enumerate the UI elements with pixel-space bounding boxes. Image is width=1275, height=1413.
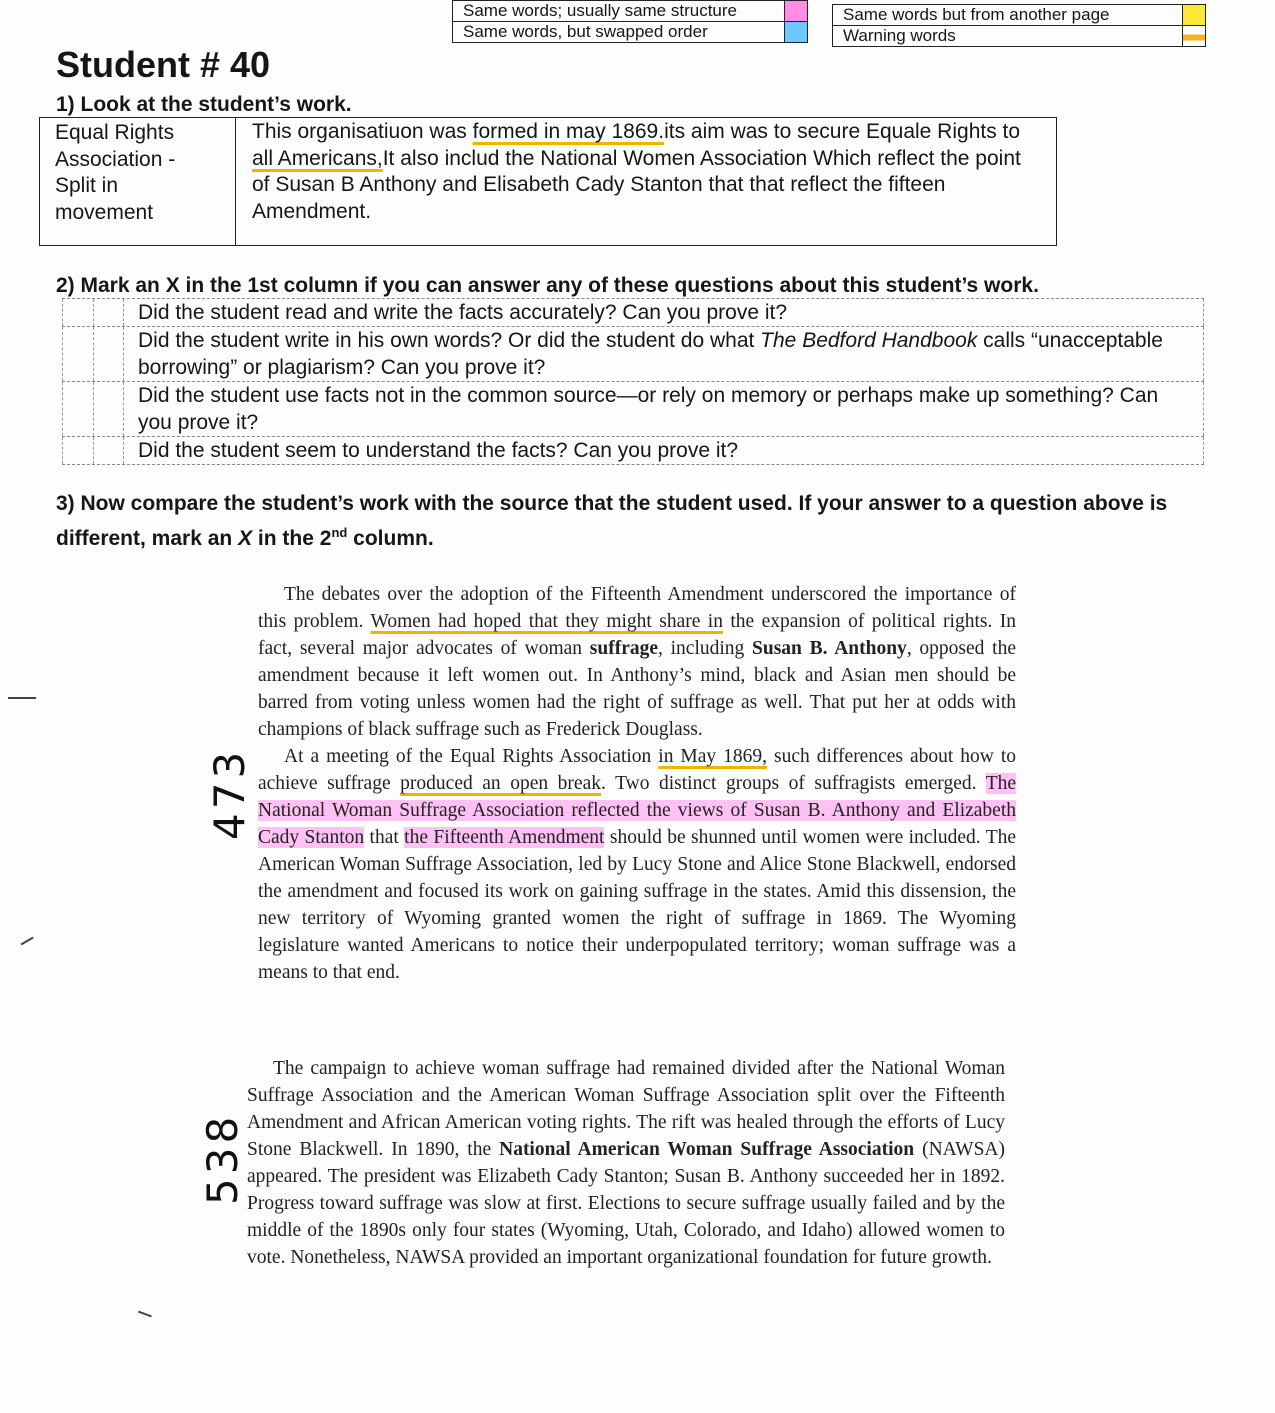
- scan-mark: [138, 1311, 152, 1317]
- yellow-highlight: in May 1869,: [658, 746, 768, 767]
- question-text: Did the student seem to understand the facts? Can you prove it?: [138, 439, 739, 462]
- page-title: Student # 40: [56, 44, 271, 85]
- legend-label: Same words, but swapped order: [453, 22, 785, 43]
- scan-mark: [21, 937, 34, 945]
- text-run: It also includ the National Women Association Which reflect the point of Susan B Anthony and Elisabeth Cady Stanton that that reflect the fifteen Amendment.: [252, 146, 1021, 223]
- source-excerpt-2: [247, 1055, 1005, 1271]
- source-paragraph: At a meeting of the Equal Rights Association in May 1869, such differences about how to achieve suffrage produced an open break. Two distinct groups of suffragists emerged. The National Woman Suffrage Association reflected the views of Susan B. Anthony and Elizabeth Cady Stanton that the Fifteenth Amendment should be shunned until women were included. The American Woman Suffrage Association, led by Lucy Stone and Alice Stone Blackwell, endorsed the amendment and focused its work on gaining suffrage in the states. Amid this dissension, the new territory of Wyoming granted women the right of suffrage in 1869. The Wyoming legislature wanted Americans to notice their underpopulated territory; woman suffrage was a means to that end.: [258, 746, 1017, 983]
- legend-label: Warning words: [833, 26, 1183, 47]
- questions-table: [62, 298, 1204, 465]
- yellow-highlight: formed in may 1869.: [472, 120, 665, 143]
- column-2-checkbox[interactable]: [93, 437, 124, 464]
- student-text: [252, 118, 1044, 225]
- column-2-checkbox[interactable]: [93, 299, 124, 326]
- step1-heading: 1) Look at the student’s work.: [56, 93, 352, 116]
- pink-highlight: The National Woman Suffrage Association reflected the views of Susan B. Anthony and Elizabeth Cady Stanton: [258, 773, 1017, 848]
- label-line: Equal Rights: [55, 121, 175, 144]
- legend-label: Same words; usually same structure: [453, 1, 785, 22]
- column-1-checkbox[interactable]: [62, 382, 94, 436]
- yellow-highlight: produced an open break: [400, 773, 601, 794]
- source-paragraph: The campaign to achieve woman suffrage had remained divided after the National Woman Suffrage Association and the American Woman Suffrage Association split over the Fifteenth Amendment and African American voting rights. The rift was healed through the efforts of Lucy Stone Blackwell. In 1890, the National American Woman Suffrage Association (NAWSA) appeared. The president was Elizabeth Cady Stanton; Susan B. Anthony succeeded her in 1892. Progress toward suffrage was slow at first. Elections to secure suffrage usually failed and by the middle of the 1890s only four states (Wyoming, Utah, Colorado, and Idaho) allowed women to vote. Nonetheless, NAWSA provided an important organizational foundation for future growth.: [247, 1058, 1005, 1268]
- book-title: The Bedford Handbook: [760, 329, 978, 352]
- column-1-checkbox[interactable]: [62, 299, 94, 326]
- blue-swatch: [785, 22, 808, 43]
- column-1-checkbox[interactable]: [62, 437, 94, 464]
- question-text: Did the student use facts not in the common source—or rely on memory or perhaps make up something? Can you prove it?: [138, 384, 1159, 434]
- step3-heading: 3) Now compare the student’s work with the source that the student used. If your answer to a question above is different, mark an X in the 2nd column.: [56, 492, 1168, 550]
- orange-swatch: [1183, 26, 1206, 47]
- text-run: its aim was to secure Equale Rights to: [664, 120, 1021, 143]
- column-2-checkbox[interactable]: [93, 327, 124, 381]
- page-number-note: 538: [198, 1112, 247, 1205]
- label-line: Association -: [55, 147, 176, 171]
- step2-heading: 2) Mark an X in the 1st column if you can answer any of these questions about this student’s work.: [56, 274, 1039, 297]
- work-label: [40, 118, 236, 245]
- question-row: [62, 382, 1204, 437]
- text-run: This organisatiuon was: [252, 120, 473, 143]
- question-text: Did the student write in his own words? Or did the student do what: [138, 329, 761, 352]
- question-text: Did the student read and write the facts accurately? Can you prove it?: [138, 301, 788, 324]
- question-row: [62, 437, 1204, 465]
- source-paragraph: The debates over the adoption of the Fifteenth Amendment underscored the importance of this problem. Women had hoped that they might share in the expansion of political rights. In fact, several major advocates of woman suffrage, including Susan B. Anthony, opposed the amendment because it left women out. In Anthony’s mind, black and Asian men should be barred from voting unless women had the right of suffrage as well. That put her at odds with champions of black suffrage such as Frederick Douglass.: [258, 584, 1016, 740]
- scan-mark: [8, 697, 36, 699]
- question-row: [62, 327, 1204, 382]
- column-2-checkbox[interactable]: [93, 382, 124, 436]
- yellow-highlight: all Americans,: [252, 146, 383, 170]
- pink-swatch: [785, 1, 808, 22]
- pink-highlight: the Fifteenth Amendment: [404, 827, 605, 848]
- page-number-note: 473: [205, 747, 254, 840]
- legend-right: [832, 4, 1206, 47]
- legend-label: Same words but from another page: [833, 5, 1183, 26]
- question-text: calls “unacceptable borrowing” or plagiarism? Can you prove it?: [138, 329, 1163, 379]
- yellow-highlight: Women had hoped that they might share in: [370, 611, 723, 632]
- column-1-checkbox[interactable]: [62, 327, 94, 381]
- label-line: Split in: [55, 174, 119, 197]
- question-row: [62, 299, 1204, 327]
- label-line: movement: [55, 200, 154, 224]
- legend-left: [452, 0, 808, 43]
- source-excerpt-1: [258, 581, 1016, 986]
- yellow-swatch: [1183, 5, 1206, 26]
- student-work-table: [39, 117, 1057, 246]
